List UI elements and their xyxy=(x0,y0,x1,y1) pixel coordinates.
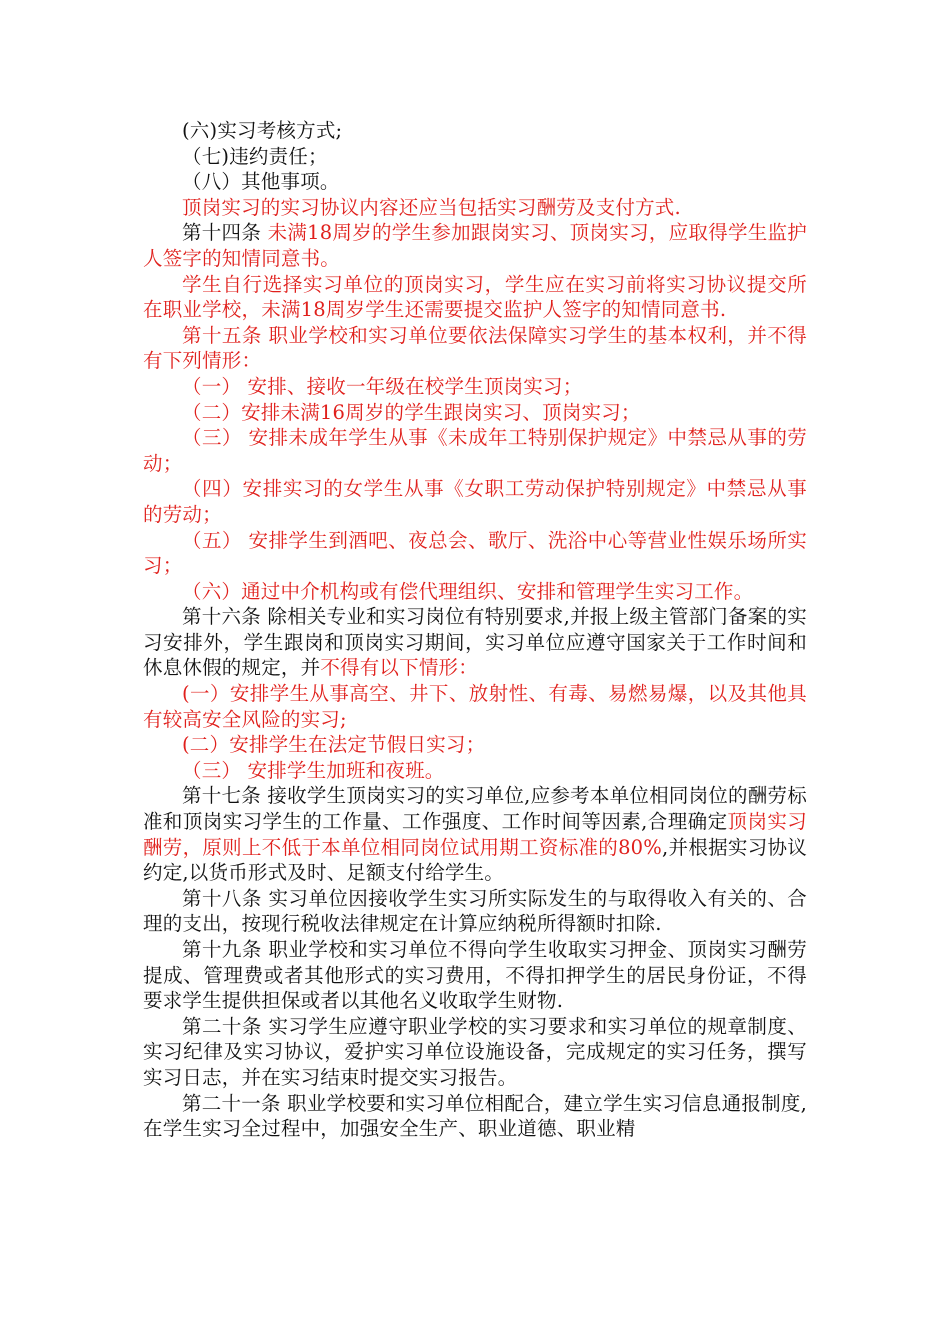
body-text: ,并根据实习协议约定,以货币形式及时、足额支付给学生。 xyxy=(143,835,807,885)
body-text: 第十八条 实习单位因接收学生实习所实际发生的与取得收入有关的、合理的支出，按现行税收法律规定在计算应纳税所得额时扣除. xyxy=(143,886,807,936)
paragraph xyxy=(143,1014,807,1091)
paragraph xyxy=(143,732,807,758)
paragraph xyxy=(143,169,807,195)
highlighted-text: 不得有以下情形： xyxy=(320,656,478,680)
body-text: 第二十一条 职业学校要和实习单位相配合，建立学生实习信息通报制度,在学生实习全过程中，加强安全生产、职业道德、职业精 xyxy=(143,1091,807,1141)
paragraph xyxy=(143,681,807,732)
paragraph xyxy=(143,579,807,605)
paragraph xyxy=(143,476,807,527)
body-text: 第二十条 实习学生应遵守职业学校的实习要求和实习单位的规章制度、实习纪律及实习协议，爱护实习单位设施设备，完成规定的实习任务，撰写实习日志，并在实习结束时提交实习报告。 xyxy=(143,1014,807,1089)
paragraph xyxy=(143,425,807,476)
paragraph xyxy=(143,783,807,885)
highlighted-text: (一）安排学生从事高空、井下、放射性、有毒、易燃易爆，以及其他具有较高安全风险的实习; xyxy=(143,682,807,731)
highlighted-text: （四）安排实习的女学生从事《女职工劳动保护特别规定》中禁忌从事的劳动； xyxy=(143,477,807,526)
highlighted-text: 顶岗实习的实习协议内容还应当包括实习酬劳及支付方式. xyxy=(182,195,681,219)
body-text: 第十六条 除相关专业和实习岗位有特别要求,并报上级主管部门备案的实习安排外，学生跟岗和顶岗实习期间，实习单位应遵守国家关于工作时间和休息休假的规定，并 xyxy=(143,605,807,680)
highlighted-text: （一） 安排、接收一年级在校学生顶岗实习； xyxy=(182,374,583,398)
highlighted-text: 顶岗实习酬劳，原则上不低于本单位相同岗位试用期工资标准的80% xyxy=(143,810,807,859)
paragraph xyxy=(143,937,807,1014)
highlighted-text: （三） 安排未成年学生从事《未成年工特别保护规定》中禁忌从事的劳动； xyxy=(143,426,807,475)
body-text: 第十九条 职业学校和实习单位不得向学生收取实习押金、顶岗实习酬劳提成、管理费或者其他形式的实习费用，不得扣押学生的居民身份证，不得要求学生提供担保或者以其他名义收取学生财物. xyxy=(143,938,807,1013)
document-body xyxy=(143,118,807,1142)
paragraph xyxy=(143,604,807,681)
paragraph xyxy=(143,886,807,937)
highlighted-text: （二）安排未满16周岁的学生跟岗实习、顶岗实习； xyxy=(182,400,641,424)
body-text: （七)违约责任； xyxy=(182,144,328,168)
body-text: 第十四条 xyxy=(182,221,268,245)
body-text: 第十七条 接收学生顶岗实习的实习单位,应参考本单位相同岗位的酬劳标准和顶岗实习学生的工作量、工作强度、工作时间等因素,合理确定 xyxy=(143,784,807,834)
body-text: (六)实习考核方式; xyxy=(182,119,343,142)
paragraph xyxy=(143,195,807,221)
paragraph xyxy=(143,758,807,784)
highlighted-text: (二）安排学生在法定节假日实习； xyxy=(182,733,486,757)
paragraph xyxy=(143,272,807,323)
paragraph xyxy=(143,144,807,170)
highlighted-text: 未满18周岁的学生参加跟岗实习、顶岗实习，应取得学生监护人签字的知情同意书。 xyxy=(143,221,807,270)
paragraph xyxy=(143,323,807,374)
paragraph xyxy=(143,528,807,579)
paragraph xyxy=(143,400,807,426)
highlighted-text: （五） 安排学生到酒吧、夜总会、歌厅、洗浴中心等营业性娱乐场所实习； xyxy=(143,528,807,578)
body-text: （八）其他事项。 xyxy=(182,170,340,194)
paragraph xyxy=(143,220,807,271)
paragraph xyxy=(143,1091,807,1142)
highlighted-text: 第十五条 职业学校和实习单位要依法保障实习学生的基本权利，并不得有下列情形： xyxy=(143,323,807,373)
highlighted-text: （六）通过中介机构或有偿代理组织、安排和管理学生实习工作。 xyxy=(182,579,754,603)
highlighted-text: 学生自行选择实习单位的顶岗实习，学生应在实习前将实习协议提交所在职业学校，未满18周岁学生还需要提交监护人签字的知情同意书. xyxy=(143,272,807,322)
paragraph xyxy=(143,118,807,144)
paragraph xyxy=(143,374,807,400)
highlighted-text: （三） 安排学生加班和夜班。 xyxy=(182,758,445,782)
